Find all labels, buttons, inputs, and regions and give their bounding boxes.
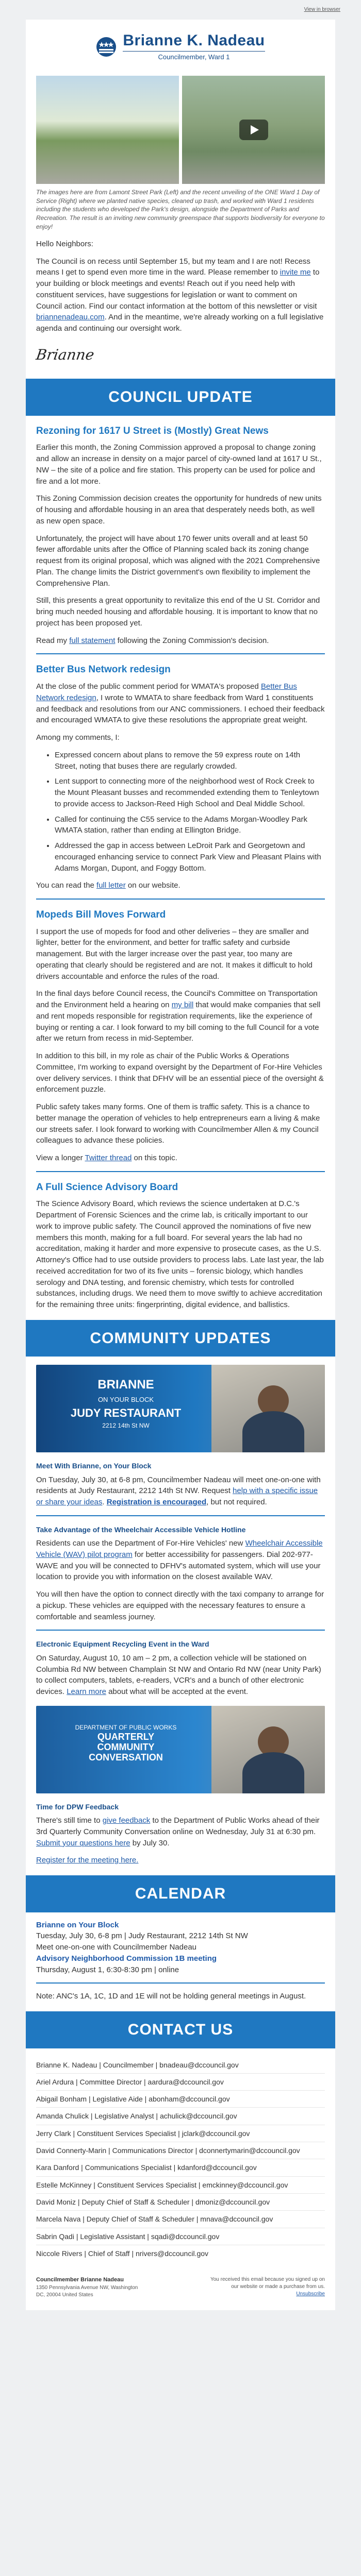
list-item: • Addressed the gap in access between LeDroit Park and Georgetown and encouraged enhancing service to connect Park View and Pleasant Plains with Adams Morgan, Dupont, and Foggy Bottom. [55,840,325,874]
play-icon[interactable] [239,120,268,140]
newsletter [26,20,335,2310]
bus-comments-list [36,750,325,874]
footer-title: Councilmember Brianne Nadeau [36,2277,124,2283]
greeting: Hello Neighbors: [36,239,93,248]
invite-me-link[interactable]: invite me [280,268,311,277]
submit-questions-link[interactable]: Submit your questions here [36,1838,130,1848]
rezoning-p2: This Zoning Commission decision creates the opportunity for hundreds of new units of housing and affordable housing in an area that desperately needs both, as well as new open space. [36,494,322,526]
contact-row[interactable]: David Moniz | Deputy Chief of Staff & Scheduler | dmoniz@dccouncil.gov [36,2194,325,2211]
calendar-note: Note: ANC's 1A, 1C, 1D and 1E will not be holding general meetings in August. [36,1992,306,2001]
contact-row[interactable]: Abigail Bonham | Legislative Aide | abonham@dccouncil.gov [36,2091,325,2108]
lamont-street-park-photo [36,76,179,184]
mopeds-p5: View a longer Twitter thread on this topic. [36,1154,177,1163]
signature: Brianne [35,346,95,363]
contact-us-banner: CONTACT US [26,2011,335,2048]
divider [36,899,325,900]
recycling-title: Electronic Equipment Recycling Event in the Ward [36,1640,209,1649]
council-update-banner: COUNCIL UPDATE [26,379,335,416]
rezoning-p4: Still, this presents a great opportunity to revitalize this end of the U St. Corridor and bring much needed housing and affordable housing. It is important to know that no project has been proposed yet. [36,596,320,628]
science-board-title: A Full Science Advisory Board [36,1181,178,1193]
rezoning-title: Rezoning for 1617 U Street is (Mostly) Great News [36,425,269,436]
event-details: Tuesday, July 30, 6-8 pm | Judy Restaurant, 2212 14th St NW [36,1931,248,1941]
mopeds-p4: Public safety takes many forms. One of them is traffic safety. This is a chance to better manage the operation of vehicles to help entrepreneurs earn a living & make our streets safer. I look forward to working with Councilmember Allen & my Council colleagues to advance these policies. [36,1103,320,1145]
divider [36,653,325,654]
list-item: • Called for continuing the C55 service to the Adams Morgan-Woodley Park WMATA station, rather than ending at Ellington Bridge. [55,814,325,837]
promo-address: 2212 14th St NW [102,1421,150,1429]
contact-row[interactable]: Ariel Ardura | Committee Director | aardura@dccouncil.gov [36,2074,325,2091]
bus-network-p2: Among my comments, I: [36,733,120,742]
day-of-service-video-thumbnail[interactable] [182,76,325,184]
dpw-photo [211,1706,325,1793]
contact-row[interactable]: Marcela Nava | Deputy Chief of Staff & Scheduler | mnava@dccouncil.gov [36,2211,325,2228]
rezoning-p1: Earlier this month, the Zoning Commission approved a proposal to change zoning and allow an increase in density on a major parcel of city-owned land at 1617 U St., NW – the site of a police and fire station. This property can be used for police and fire and a lot more. [36,443,322,486]
dpw-community-conversation-graphic[interactable] [36,1706,325,1793]
meet-title: Meet With Brianne, on Your Block [36,1462,152,1470]
calendar-section [26,1912,335,2012]
photo-caption: The images here are from Lamont Street Park (Left) and the recent unveiling of the ONE Ward 1 Day of Service (Right) where we planted native species, cleaned up trash, and worked with Ward 1 residents including the students who developed the Park's design, alongside the Department of Parks and Recreation. The result is an inviting new community greenspace that supports biodiversity for everyone to enjoy! [36,188,325,231]
mopeds-p3: In addition to this bill, in my role as chair of the Public Works & Operations Committee, I'm working to expand oversight by the Department of For-Hire Vehicles over delivery services. I think that DFHV will be an essential piece of the oversight & enforcement puzzle. [36,1052,324,1094]
event-title[interactable]: Brianne on Your Block [36,1920,119,1929]
calendar-banner: CALENDAR [26,1875,335,1912]
dc-flag-stars-icon [96,37,117,57]
contact-row[interactable]: Amanda Chulick | Legislative Analyst | achulick@dccouncil.gov [36,2108,325,2125]
meet-p1: On Tuesday, July 30, at 6-8 pm, Councilmember Nadeau will meet one-on-one with residents at Judy Restaurant, 2212 14th St NW. Request help with a specific issue or share your ideas. Registration is encouraged, but not required. [36,1475,321,1507]
contact-row[interactable]: Kara Danford | Communications Specialist | kdanford@dccouncil.gov [36,2159,325,2176]
promo-venue: JUDY RESTAURANT [70,1406,182,1419]
contact-row[interactable]: Brianne K. Nadeau | Councilmember | bnadeau@dccouncil.gov [36,2057,325,2074]
footer-reason: You received this email because you signed up on our website or made a purchase from us. [210,2277,325,2290]
rezoning-p5: Read my full statement following the Zoning Commission's decision. [36,636,269,645]
divider [36,1171,325,1172]
unsubscribe-link[interactable]: Unsubscribe [296,2291,325,2297]
divider [36,1630,325,1631]
full-statement-link[interactable]: full statement [69,636,116,645]
my-bill-link[interactable]: my bill [171,1001,194,1010]
councilmember-photo [211,1365,325,1452]
view-in-browser-link[interactable]: View in browser [304,7,340,12]
top-bar [0,0,361,20]
promo-dept: DEPARTMENT OF PUBLIC WORKS [75,1723,177,1731]
wav-p1: Residents can use the Department of For-Hire Vehicles' new Wheelchair Accessible Vehicle (WAV) pilot program for better accessibility for passengers. Dial 202-977-WAVE and you will be connected to DFHV's automated system, which will use your location to provide you with information on the closest available WAV. [36,1539,323,1582]
registration-link[interactable]: Registration is encouraged [106,1498,207,1507]
intro-paragraph: The Council is on recess until September 15, but my team and I are not! Recess means I get to spend even more time in the ward. Please remember to invite me to your building or block meetings and events! Reach out if you need help with constituent services, have suggestions for legislation or want to comment on Council action. Find our contact information at the bottom of this newsletter or visit briannenadeau.com. And in the meantime, we're already working on a full legislative agenda and continuing our oversight work. [36,257,324,333]
brianne-on-your-block-graphic[interactable] [36,1365,325,1452]
header [26,20,335,76]
divider [36,1982,325,1984]
rezoning-p3: Unfortunately, the project will have about 170 fewer units overall and at least 50 fewer affordable units after the Office of Planning scaled back its zoning change request from its original proposal, which was aligned with the 2021 Comprehensive Plan. The change limits the District government's own flexibility to implement the Comprehensive Plan. [36,534,320,588]
learn-more-link[interactable]: Learn more [67,1687,106,1696]
list-item: • Expressed concern about plans to remove the 59 express route on 14th Street, noting that buses there are regularly crowded. [55,750,325,772]
science-board-p1: The Science Advisory Board, which reviews the science undertaken at D.C.'s Department of Forensic Sciences and the crime lab, is critically important to our work to improve public safety. The Council approved the nominations of five new members this month, making for a full board. For several years the lab had no accreditation, making it harder and more expensive to prosecute cases, as the U.S. Attorney's Office had to use outside providers to process labs. Late last year, the lab received accreditation for two of its five units – forensic biology, which handles serology and DNA testing, and forensic chemistry, which tests for controlled substances, including drugs. We need them to move swiftly to achieve accreditation for the remaining three units: fingerprinting, digital evidence, and ballistics. [36,1199,324,1310]
bus-network-title: Better Bus Network redesign [36,664,171,675]
contact-row[interactable]: Estelle McKinney | Constituent Services Specialist | emckinney@dccouncil.gov [36,2177,325,2194]
divider [36,1515,325,1516]
register-meeting-link[interactable]: Register for the meeting here. [36,1856,139,1865]
council-update-section [26,424,335,1320]
event-title[interactable]: Advisory Neighborhood Commission 1B meeting [36,1954,217,1963]
mopeds-p1: I support the use of mopeds for food and other deliveries – they are smaller and lighter, better for the environment, and better for traffic safety and curbside management. But with the larger increase over the past year, too many are operating that clearly should be registered and are not. It makes it difficult to hold drivers accountable and enforce the rules of the road. [36,927,313,981]
full-letter-link[interactable]: full letter [96,881,126,890]
wav-title: Take Advantage of the Wheelchair Accessible Vehicle Hotline [36,1525,246,1534]
dpw-p1: There's still time to give feedback to the Department of Public Works ahead of their 3rd Quarterly Community Conversation online on Wednesday, July 31 at 6:30 pm. Submit your questions here by July 30. [36,1816,320,1848]
promo-conversation: CONVERSATION [89,1752,163,1762]
bus-network-p3: You can read the full letter on our website. [36,881,180,890]
contact-row[interactable]: David Connerty-Marin | Communications Director | dconnertymarin@dccouncil.gov [36,2142,325,2159]
contact-row[interactable]: Niccole Rivers | Chief of Staff | nrivers@dccouncil.gov [36,2249,209,2258]
brand [96,32,265,62]
website-link[interactable]: briannenadeau.com [36,313,105,322]
mopeds-title: Mopeds Bill Moves Forward [36,909,166,921]
footer-address: 1350 Pennsylvania Avenue NW, Washington [36,2284,138,2291]
mopeds-p2: In the final days before Council recess, the Council's Committee on Transportation and the Environment held a hearing on my bill that would make companies that sell and rent mopeds responsible for registration requirements, like the experience of buying or renting a car. I look forward to my bill coming to the full Council for a vote after we return from recess in mid-September. [36,989,321,1043]
contact-row[interactable]: Jerry Clark | Constituent Services Specialist | jclark@dccouncil.gov [36,2125,325,2142]
contact-list [26,2048,335,2267]
bus-network-p1: At the close of the public comment period for WMATA's proposed Better Bus Network redesign, I wrote to WMATA to share feedback from Ward 1 constituents and feedback and resolutions from our ANC commissioners. I echoed their feedback and encouraged WMATA to give these resolutions the appropriate great weight. [36,682,325,725]
photo-row [36,76,325,184]
footer-address: DC, 20004 United States [36,2292,93,2298]
dpw-p2 [36,1855,325,1866]
community-updates-section [26,1365,335,1875]
event-description: Meet one-on-one with Councilmember Nadeau [36,1943,197,1952]
list-item: • Lent support to connecting more of the neighborhood west of Rock Creek to the Mount Pleasant busses and recommended extending them to Tenleytown to provide access to Jackson-Reed High School and Deal Middle School. [55,776,325,809]
event-details: Thursday, August 1, 6:30-8:30 pm | online [36,1965,179,1974]
wav-p2: You will then have the option to connect directly with the taxi company to arrange for a pickup. These vehicles are equipped with the necessary features to ensure a comfortable and seamless journey. [36,1590,324,1621]
brand-subtitle: Councilmember, Ward 1 [123,51,265,62]
help-request-link[interactable]: help with a specific issue or share your ideas [36,1486,318,1507]
twitter-thread-link[interactable]: Twitter thread [85,1154,132,1163]
recycling-p1: On Saturday, August 10, 10 am – 2 pm, a collection vehicle will be stationed on Columbia Rd NW between Champlain St NW and Ontario Rd NW (near Unity Park) to collect computers, tablets, e-readers, VCR's and a bunch of other electronic devices. Learn more about what will be accepted at the event. [36,1653,321,1696]
footer [26,2267,335,2310]
wav-pilot-link[interactable]: Wheelchair Accessible Vehicle (WAV) pilot program [36,1539,323,1559]
promo-subtitle: ON YOUR BLOCK [97,1395,154,1403]
community-updates-banner: COMMUNITY UPDATES [26,1320,335,1357]
promo-community: COMMUNITY [97,1741,155,1752]
better-bus-link[interactable]: Better Bus Network redesign [36,682,297,702]
brand-name: Brianne K. Nadeau [123,32,265,49]
give-feedback-link[interactable]: give feedback [102,1816,151,1825]
contact-row[interactable]: Sabrin Qadi | Legislative Assistant | sqadi@dccouncil.gov [36,2228,325,2245]
dpw-title: Time for DPW Feedback [36,1802,119,1811]
intro-section [26,76,335,379]
promo-title: BRIANNE [97,1378,154,1392]
promo-quarterly: QUARTERLY [97,1732,155,1742]
